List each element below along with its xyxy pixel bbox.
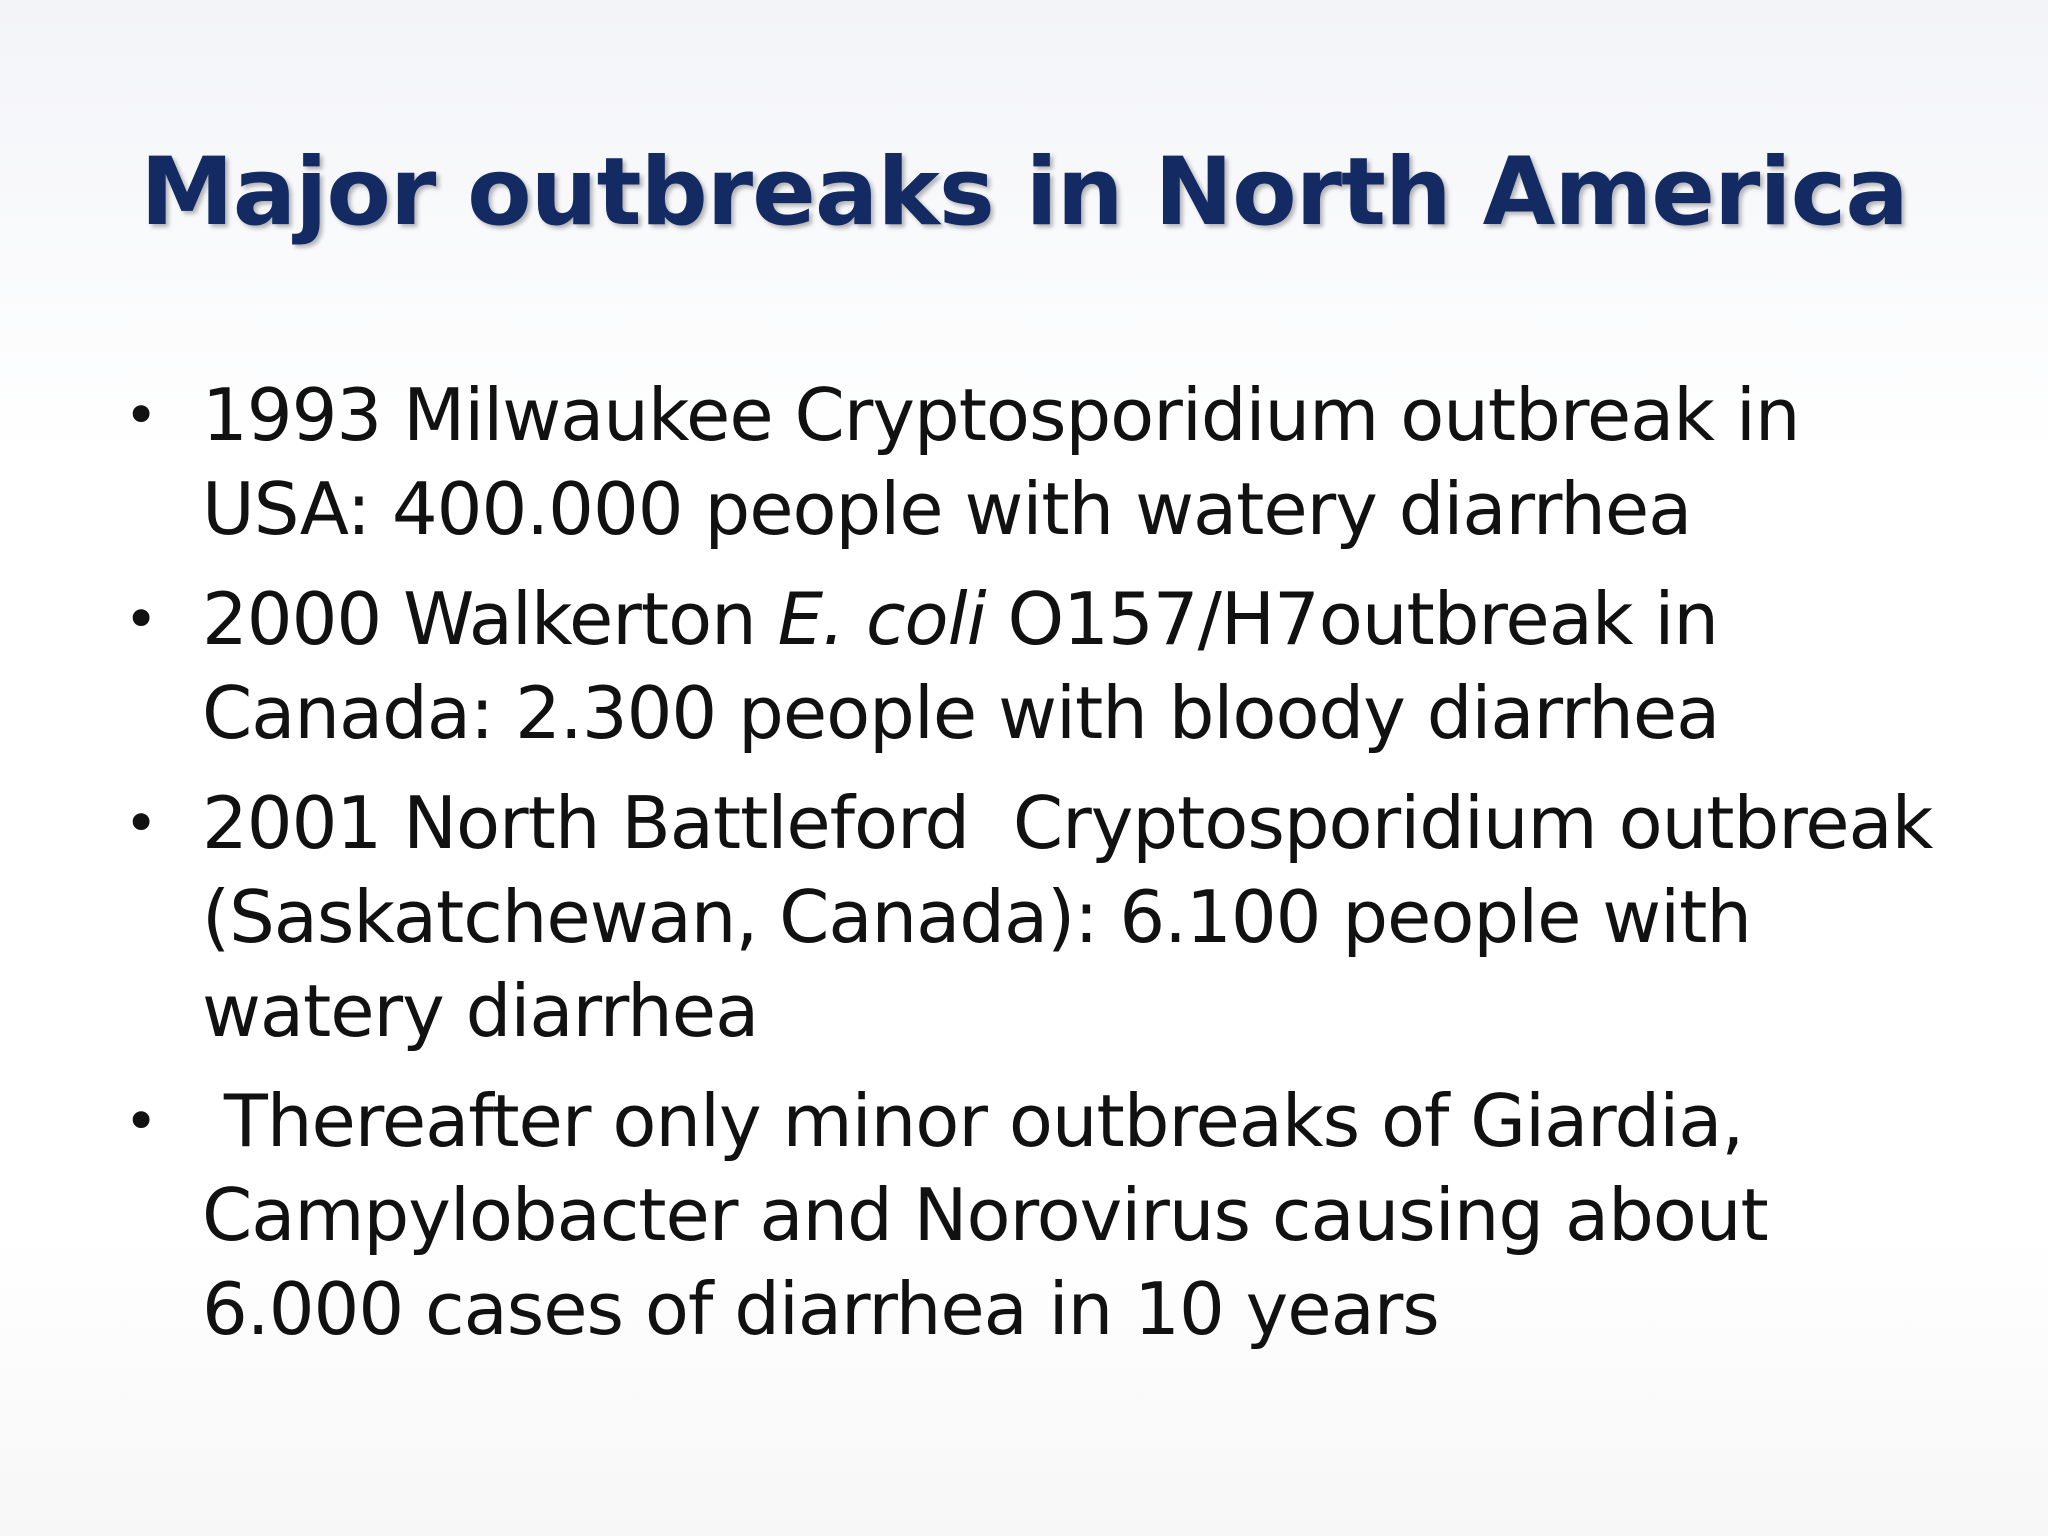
bullet-text: [202, 572, 1948, 760]
slide-title: Major outbreaks in North America: [140, 138, 1908, 247]
italic-organism-name: E. coli: [777, 577, 986, 661]
bullet-text-part: O157/H7outbreak in Canada: 2.300 people with bloody diarrhea: [202, 577, 1740, 755]
bullet-list: [118, 368, 1955, 1372]
bullet-item-walkerton: [118, 572, 1948, 760]
bullet-text: 1993 Milwaukee Cryptosporidium outbreak in USA: 400.000 people with watery diarrhea: [202, 373, 1822, 551]
bullet-text: Thereafter only minor outbreaks of Giardia, Campylobacter and Norovirus causing about 6.000 cases of diarrhea in 10 years: [202, 1079, 1790, 1351]
bullet-icon: •: [124, 381, 158, 449]
bullet-text: 2001 North Battleford Cryptosporidium outbreak (Saskatchewan, Canada): 6.100 people with watery diarrhea: [202, 781, 1955, 1053]
bullet-item-north-battleford: [118, 776, 1955, 1058]
bullet-icon: •: [124, 789, 158, 857]
bullet-text-part: 2000 Walkerton: [202, 577, 778, 661]
bullet-icon: •: [124, 1087, 158, 1155]
bullet-item-minor-outbreaks: [118, 1074, 1948, 1356]
bullet-icon: •: [124, 585, 158, 653]
bullet-item-milwaukee: [118, 368, 1948, 556]
